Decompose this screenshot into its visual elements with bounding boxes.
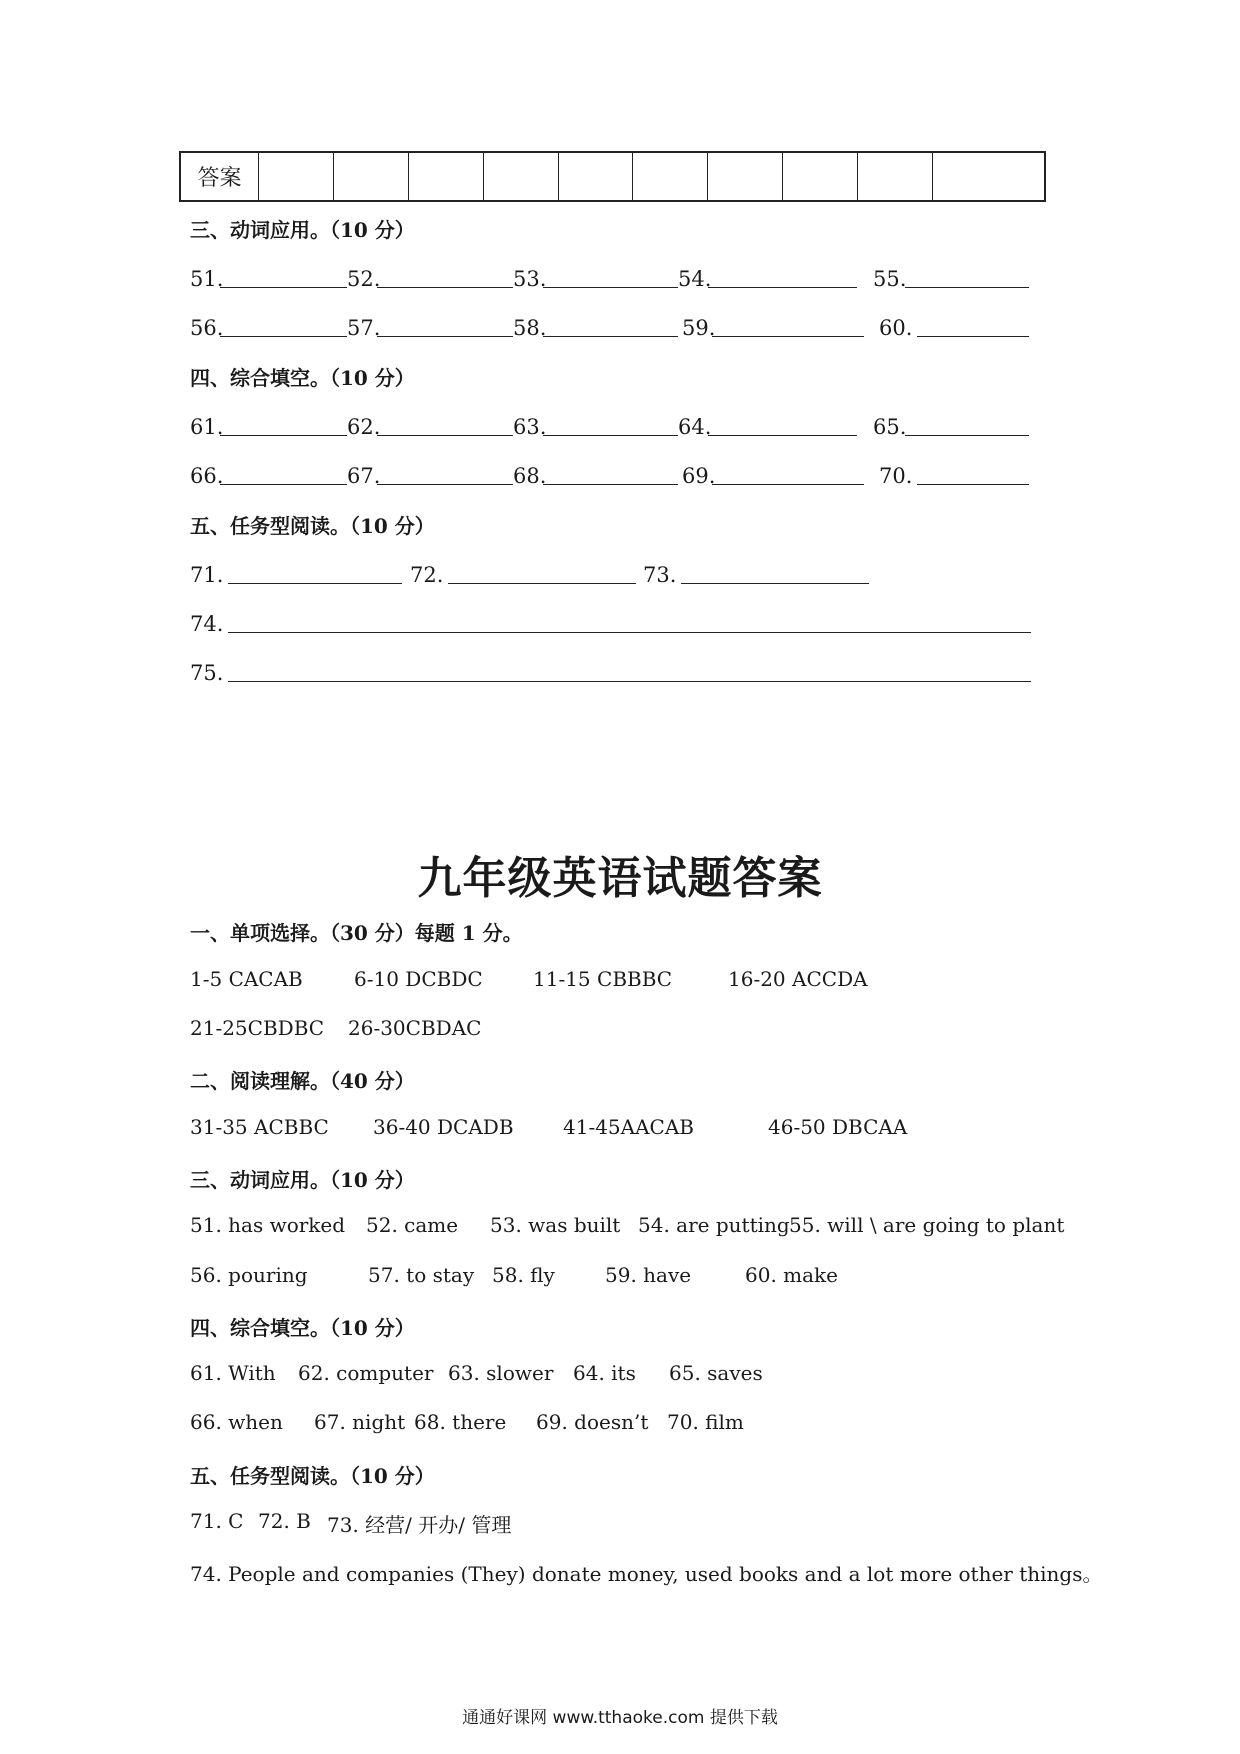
- answer-item: 56. pouring: [190, 1263, 308, 1287]
- answer-item: 64. its: [573, 1361, 636, 1385]
- blank-line: [708, 435, 857, 436]
- blank-number: 60.: [879, 316, 913, 340]
- blank-line: [917, 336, 1029, 337]
- answer-item: 60. make: [745, 1263, 839, 1287]
- blank-number: 51.: [190, 267, 224, 291]
- blank-line: [228, 583, 402, 584]
- blank-line: [377, 435, 513, 436]
- blank-line: [448, 583, 636, 584]
- blank-line: [228, 632, 1031, 633]
- blank-line: [543, 484, 678, 485]
- blank-line: [708, 287, 857, 288]
- answer-table-label: 答案: [180, 152, 259, 201]
- answer-item: 63. slower: [448, 1361, 554, 1385]
- blank-number: 69.: [682, 464, 716, 488]
- answer-item: 52. came: [366, 1213, 459, 1237]
- answer-key-title: 九年级英语试题答案: [417, 853, 823, 904]
- answer-item: 1-5 CACAB: [190, 967, 303, 991]
- answer-item: 36-40 DCADB: [373, 1115, 514, 1139]
- answer-item: 58. fly: [492, 1263, 555, 1287]
- answer-section4-title: 四、综合填空。（10 分）: [190, 1316, 415, 1340]
- answer-item: 68. there: [414, 1410, 507, 1434]
- blank-number: 57.: [347, 316, 381, 340]
- answer-item: 54. are putting: [638, 1213, 790, 1237]
- footer-text: 通通好课网 www.tthaoke.com 提供下载: [462, 1708, 778, 1728]
- blank-number: 67.: [347, 464, 381, 488]
- blank-number: 68.: [513, 464, 547, 488]
- answer-cell[interactable]: [259, 152, 334, 201]
- blank-number: 74.: [190, 612, 224, 636]
- blank-line: [377, 287, 513, 288]
- blank-line: [712, 336, 864, 337]
- answer-cell[interactable]: [708, 152, 783, 201]
- answer-item: 74. People and companies (They) donate money, used books and a lot more other things。: [190, 1562, 1103, 1586]
- answer-cell[interactable]: [783, 152, 858, 201]
- answer-section3-title: 三、动词应用。（10 分）: [190, 1168, 415, 1192]
- blank-line: [543, 336, 678, 337]
- blank-line: [712, 484, 864, 485]
- answer-cell[interactable]: [408, 152, 483, 201]
- sheet-section5-title: 五、任务型阅读。（10 分）: [190, 514, 435, 538]
- blank-number: 62.: [347, 415, 381, 439]
- blank-line: [220, 435, 347, 436]
- answer-item: 70. film: [667, 1410, 744, 1434]
- answer-item: 67. night: [314, 1410, 406, 1434]
- blank-number: 59.: [682, 316, 716, 340]
- answer-section2-title: 二、阅读理解。（40 分）: [190, 1069, 415, 1093]
- sheet-section4-title: 四、综合填空。（10 分）: [190, 366, 415, 390]
- blank-number: 64.: [678, 415, 712, 439]
- blank-number: 56.: [190, 316, 224, 340]
- answer-item: 73. 经营/ 开办/ 管理: [327, 1513, 512, 1537]
- answer-item: 26-30CBDAC: [348, 1016, 482, 1040]
- blank-line: [681, 583, 869, 584]
- answer-cell[interactable]: [633, 152, 708, 201]
- answer-cell[interactable]: [483, 152, 558, 201]
- answer-cell[interactable]: [858, 152, 933, 201]
- blank-number: 53.: [513, 267, 547, 291]
- blank-line: [905, 435, 1029, 436]
- blank-line: [543, 287, 678, 288]
- blank-number: 65.: [873, 415, 907, 439]
- blank-line: [543, 435, 678, 436]
- answer-item: 65. saves: [669, 1361, 763, 1385]
- blank-number: 55.: [873, 267, 907, 291]
- answer-item: 51. has worked: [190, 1213, 346, 1237]
- answer-item: 72. B: [258, 1509, 311, 1533]
- blank-line: [220, 336, 347, 337]
- blank-number: 58.: [513, 316, 547, 340]
- blank-number: 72.: [410, 563, 444, 587]
- sheet-section3-title: 三、动词应用。（10 分）: [190, 218, 415, 242]
- answer-item: 41-45AACAB: [563, 1115, 694, 1139]
- blank-number: 61.: [190, 415, 224, 439]
- blank-line: [917, 484, 1029, 485]
- answer-item: 53. was built: [490, 1213, 621, 1237]
- answer-item: 61. With: [190, 1361, 276, 1385]
- answer-cell[interactable]: [558, 152, 633, 201]
- answer-item: 46-50 DBCAA: [768, 1115, 908, 1139]
- answer-section1-title: 一、单项选择。（30 分）每题 1 分。: [190, 921, 523, 945]
- answer-item: 16-20 ACCDA: [728, 967, 868, 991]
- blank-number: 54.: [678, 267, 712, 291]
- blank-line: [905, 287, 1029, 288]
- answer-item: 66. when: [190, 1410, 283, 1434]
- answer-item: 11-15 CBBBC: [533, 967, 673, 991]
- answer-table: [179, 151, 1046, 202]
- answer-item: 62. computer: [298, 1361, 434, 1385]
- blank-number: 66.: [190, 464, 224, 488]
- answer-item: 21-25CBDBC: [190, 1016, 325, 1040]
- blank-number: 70.: [879, 464, 913, 488]
- blank-line: [377, 484, 513, 485]
- blank-line: [377, 336, 513, 337]
- blank-number: 52.: [347, 267, 381, 291]
- answer-cell[interactable]: [333, 152, 408, 201]
- answer-item: 31-35 ACBBC: [190, 1115, 329, 1139]
- answer-item: 6-10 DCBDC: [354, 967, 483, 991]
- answer-item: 69. doesn’t: [536, 1410, 649, 1434]
- blank-line: [220, 287, 347, 288]
- answer-table-row: [180, 152, 1045, 201]
- blank-line: [220, 484, 347, 485]
- blank-number: 73.: [643, 563, 677, 587]
- blank-number: 71.: [190, 563, 224, 587]
- blank-number: 75.: [190, 661, 224, 685]
- answer-item: 59. have: [605, 1263, 692, 1287]
- blank-number: 63.: [513, 415, 547, 439]
- blank-line: [228, 681, 1031, 682]
- answer-cell[interactable]: [933, 152, 1045, 201]
- answer-item: 55. will \ are going to plant: [789, 1213, 1065, 1237]
- answer-item: 71. C: [190, 1509, 244, 1533]
- answer-item: 57. to stay: [368, 1263, 475, 1287]
- answer-section5-title: 五、任务型阅读。（10 分）: [190, 1464, 435, 1488]
